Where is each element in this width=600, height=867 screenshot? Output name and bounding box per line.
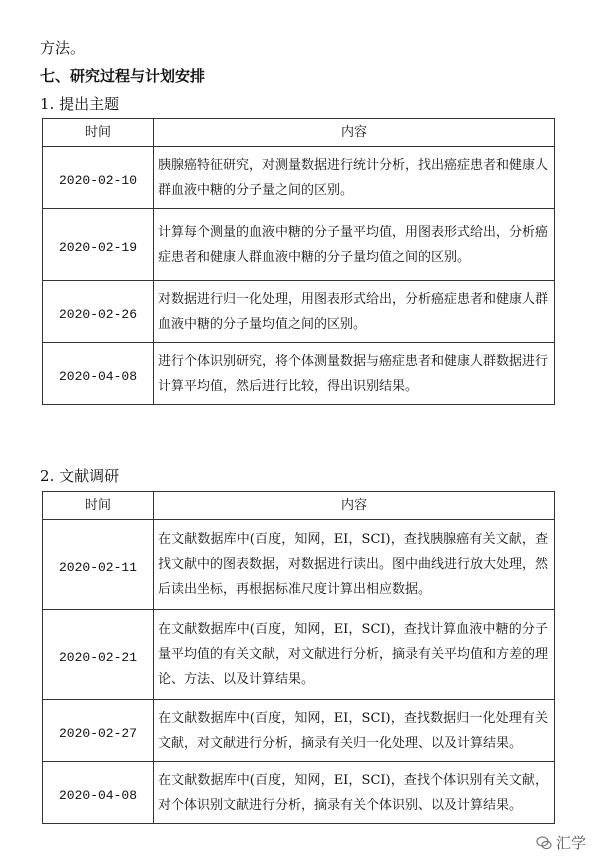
row-date: 2020-02-11 — [43, 520, 154, 610]
row-content: 在文献数据库中(百度，知网，EI，SCI)，查找个体识别有关文献，对个体识别文献进行分析，摘录有关个体识别、以及计算结果。 — [154, 762, 555, 824]
row-content: 进行个体识别研究，将个体测量数据与癌症患者和健康人群数据进行计算平均值，然后进行比较，得出识别结果。 — [154, 343, 555, 405]
table-row — [43, 147, 555, 209]
header-time: 时间 — [43, 492, 154, 520]
table-header-row — [43, 119, 555, 147]
row-date: 2020-04-08 — [43, 343, 154, 405]
part2-title: 2. 文献调研 — [40, 467, 120, 485]
row-date: 2020-02-21 — [43, 610, 154, 700]
header-time: 时间 — [43, 119, 154, 147]
watermark-text: 汇学 — [555, 834, 586, 852]
row-content: 在文献数据库中(百度，知网，EI，SCI)，查找胰腺癌有关文献，查找文献中的图表数据，对数据进行读出。图中曲线进行放大处理，然后读出坐标，再根据标准尺度计算出相应数据。 — [154, 520, 555, 610]
header-content: 内容 — [154, 492, 555, 520]
section-heading: 七、研究过程与计划安排 — [40, 67, 206, 85]
intro-line: 方法。 — [40, 39, 86, 57]
row-content: 在文献数据库中(百度，知网，EI，SCI)，查找数据归一化处理有关文献，对文献进行分析，摘录有关归一化处理、以及计算结果。 — [154, 700, 555, 762]
row-date: 2020-02-19 — [43, 209, 154, 281]
part1-title: 1. 提出主题 — [40, 95, 120, 113]
table-row — [43, 762, 555, 824]
table-row — [43, 520, 555, 610]
wechat-icon — [536, 835, 552, 851]
watermark — [536, 832, 586, 853]
row-date: 2020-04-08 — [43, 762, 154, 824]
row-date: 2020-02-27 — [43, 700, 154, 762]
table-row — [43, 700, 555, 762]
table-row — [43, 281, 555, 343]
schedule-table-topic — [42, 118, 555, 405]
header-content: 内容 — [154, 119, 555, 147]
table-header-row — [43, 492, 555, 520]
row-date: 2020-02-26 — [43, 281, 154, 343]
table-row — [43, 343, 555, 405]
row-content: 胰腺癌特征研究，对测量数据进行统计分析，找出癌症患者和健康人群血液中糖的分子量之间的区别。 — [154, 147, 555, 209]
row-content: 在文献数据库中(百度，知网，EI，SCI)，查找计算血液中糖的分子量平均值的有关文献，对文献进行分析，摘录有关平均值和方差的理论、方法、以及计算结果。 — [154, 610, 555, 700]
row-content: 计算每个测量的血液中糖的分子量平均值，用图表形式给出，分析癌症患者和健康人群血液中糖的分子量均值之间的区别。 — [154, 209, 555, 281]
table-row — [43, 209, 555, 281]
row-content: 对数据进行归一化处理，用图表形式给出，分析癌症患者和健康人群血液中糖的分子量均值之间的区别。 — [154, 281, 555, 343]
schedule-table-literature — [42, 491, 555, 824]
row-date: 2020-02-10 — [43, 147, 154, 209]
table-row — [43, 610, 555, 700]
